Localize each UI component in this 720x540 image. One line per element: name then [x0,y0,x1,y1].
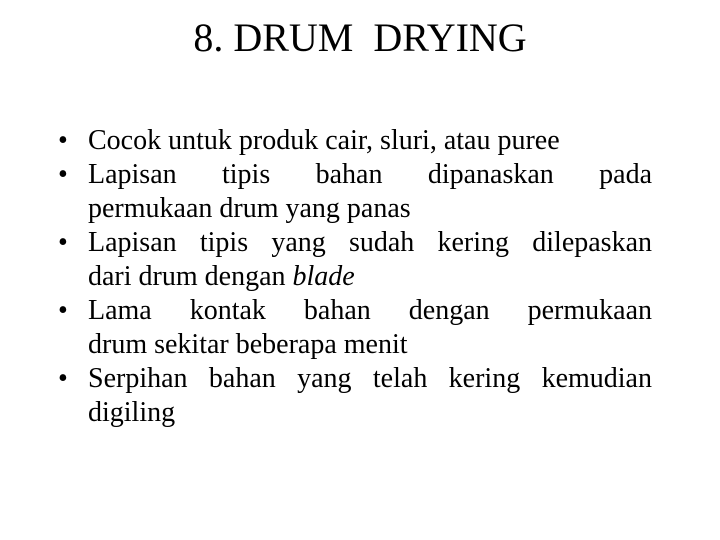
bullet-text-italic: blade [292,261,355,292]
bullet-icon: • [58,159,68,190]
bullet-item-3 [58,226,652,294]
bullet-text-line-2: permukaan drum yang panas [88,193,411,224]
bullet-item-1 [58,124,652,158]
bullet-text-prefix: dari drum dengan [88,261,293,292]
bullet-text-line-2 [88,260,652,294]
bullet-item-4 [58,294,652,362]
bullet-icon: • [58,295,68,326]
bullet-text-line-1: Lama kontak bahan dengan permukaan [88,295,652,326]
bullet-text-line-1: Lapisan tipis bahan dipanaskan pada [88,159,652,190]
bullet-text-line-1: Serpihan bahan yang telah kering kemudian [88,363,652,394]
bullet-item-5 [58,362,652,430]
bullet-item-2 [58,158,652,226]
bullet-text-line-2: drum sekitar beberapa menit [88,329,408,360]
bullet-text-line-2: digiling [88,397,176,428]
bullet-icon: • [58,363,68,394]
bullet-text: Cocok untuk produk cair, sluri, atau puree [88,125,560,156]
slide-title: 8. DRUM DRYING [193,15,527,60]
bullet-icon: • [58,125,68,156]
bullet-text-line-1: Lapisan tipis yang sudah kering dilepaskan [88,227,652,258]
bullet-list [58,124,652,430]
bullet-icon: • [58,227,68,258]
